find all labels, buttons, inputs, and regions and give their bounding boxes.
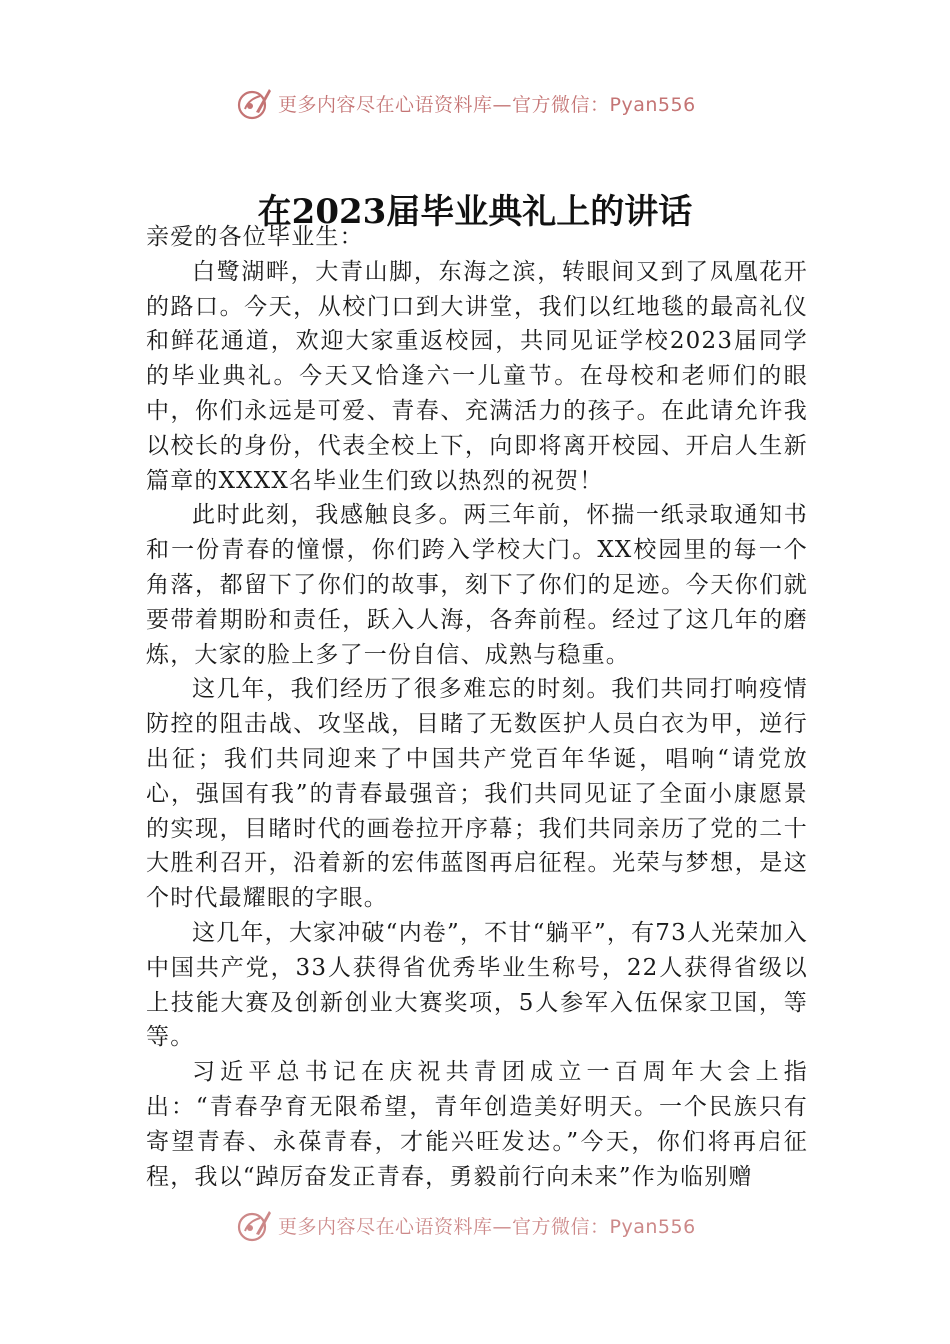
- paragraph-4: 这几年，大家冲破“内卷”，不甘“躺平”，有73人光荣加入中国共产党，33人获得省优秀毕业生称号，22人获得省级以上技能大赛及创新创业大赛奖项，5人参军入伍保家卫国，等等。: [146, 919, 808, 1051]
- salutation: 亲爱的各位毕业生：: [146, 224, 364, 250]
- footer-watermark: [236, 1205, 696, 1245]
- header-watermark: [236, 83, 696, 123]
- watermark-text: 更多内容尽在心语资料库—官方微信：Pyan556: [278, 93, 696, 116]
- document-body: [146, 220, 808, 1194]
- paragraph-3: 这几年，我们经历了很多难忘的时刻。我们共同打响疫情防控的阻击战、攻坚战，目睹了无数医护人员白衣为甲，逆行出征；我们共同迎来了中国共产党百年华诞，唱响“请党放心，强国有我”的青春最强音；我们共同见证了全面小康愿景的实现，目睹时代的画卷拉开序幕；我们共同亲历了党的二十大胜利召开，沿着新的宏伟蓝图再启征程。光荣与梦想，是这个时代最耀眼的字眼。: [146, 676, 808, 912]
- paragraph-2: 此时此刻，我感触良多。两三年前，怀揣一纸录取通知书和一份青春的憧憬，你们跨入学校大门。XX校园里的每一个角落，都留下了你们的故事，刻下了你们的足迹。今天你们就要带着期盼和责任，跃入人海，各奔前程。经过了这几年的磨炼，大家的脸上多了一份自信、成熟与稳重。: [146, 502, 808, 668]
- watermark-text: 更多内容尽在心语资料库—官方微信：Pyan556: [278, 1215, 696, 1238]
- paragraph-5: 习近平总书记在庆祝共青团成立一百周年大会上指出：“青春孕育无限希望，青年创造美好明天。一个民族只有寄望青春、永葆青春，才能兴旺发达。”今天，你们将再启征程，我以“踔厉奋发正青春，勇毅前行向未来”作为临别赠: [146, 1059, 808, 1190]
- paragraph-1: 白鹭湖畔，大青山脚，东海之滨，转眼间又到了凤凰花开的路口。今天，从校门口到大讲堂，我们以红地毯的最高礼仪和鲜花通道，欢迎大家重返校园，共同见证学校2023届同学的毕业典礼。今天又恰逢六一儿童节。在母校和老师们的眼中，你们永远是可爱、青春、充满活力的孩子。在此请允许我以校长的身份，代表全校上下，向即将离开校园、开启人生新篇章的XXXX名毕业生们致以热烈的祝贺！: [146, 258, 808, 494]
- pen-logo-icon: [236, 85, 272, 121]
- document-title: 在2023届毕业典礼上的讲话: [257, 192, 693, 232]
- pen-logo-icon: [236, 1207, 272, 1243]
